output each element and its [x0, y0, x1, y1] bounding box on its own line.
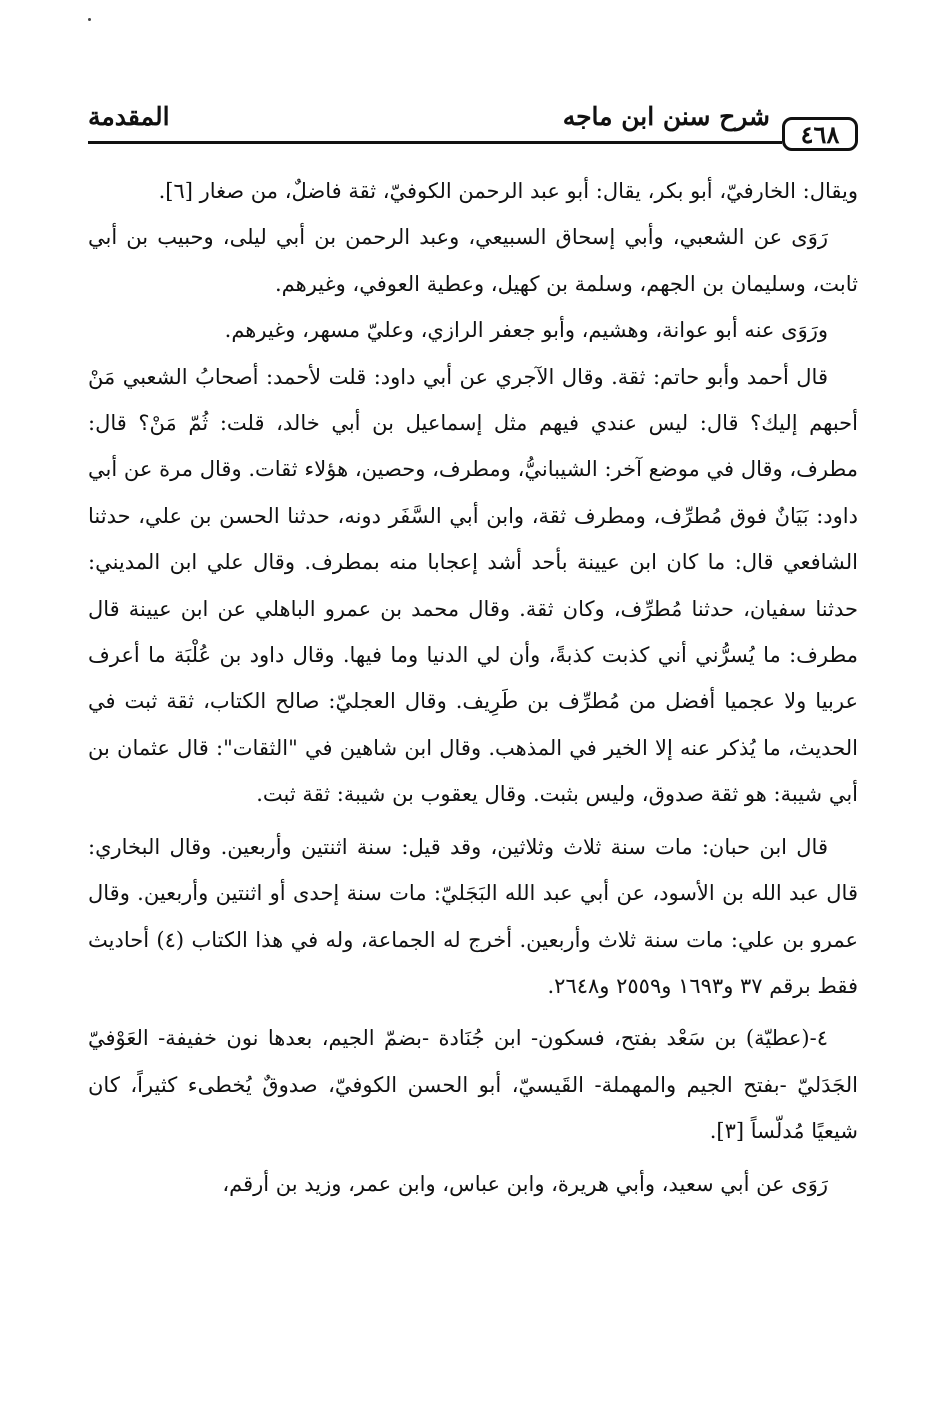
paragraph-narrator-atiyya: ٤-(عطيّة) بن سَعْد بفتح، فسكون- ابن جُنَادة -بضمّ الجيم، بعدها نون خفيفة- العَوْفيّ الجَدَليّ -بفتح الجيم والمهملة- القَيسيّ، أبو الحسن الكوفيّ، صدوقٌ يُخطىء كثيراً، كان شيعيًا مُدلّساً [٣]. — [88, 1026, 858, 1144]
page-header — [88, 95, 858, 155]
paragraph-narrated-by: ورَوَى عنه أبو عوانة، وهشيم، وأبو جعفر الرازي، وعليّ مسهر، وغيرهم. — [224, 318, 828, 343]
page-number: ٤٦٨ — [782, 117, 858, 151]
scan-speck — [88, 18, 91, 21]
main-text — [88, 168, 858, 1207]
paragraph-atiyya-narrated-from: رَوَى عن أبي سعيد، وأبي هريرة، وابن عباس، وابن عمر، وزيد بن أرقم، — [222, 1171, 828, 1196]
paragraph-death: قال ابن حبان: مات سنة ثلاث وثلاثين، وقد قيل: سنة اثنتين وأربعين. وقال البخاري: قال عبد الله بن الأسود، عن أبي عبد الله البَجَليّ: مات سنة إحدى أو اثنتين وأربعين. وقال عمرو بن علي: مات سنة ثلاث وأربعين. أخرج له الجماعة، وله في هذا الكتاب (٤) أحاديث فقط برقم ٣٧ و١٦٩٣ و٢٥٥٩ و٢٦٤٨. — [88, 834, 858, 998]
book-title: شرح سنن ابن ماجه — [562, 102, 770, 131]
section-title: المقدمة — [88, 102, 170, 131]
paragraph-narrated-from: رَوَى عن الشعبي، وأبي إسحاق السبيعي، وعبد الرحمن بن أبي ليلى، وحبيب بن أبي ثابت، وسليمان بن الجهم، وسلمة بن كهيل، وعطية العوفي، وغيرهم. — [88, 225, 858, 296]
header-rule — [88, 141, 782, 144]
paragraph-assessments: قال أحمد وأبو حاتم: ثقة. وقال الآجري عن أبي داود: قلت لأحمد: أصحابُ الشعبي مَنْ أحبهم إليك؟ قال: ليس عندي فيهم مثل إسماعيل بن أبي خالد، قلت: ثُمّ مَنْ؟ قال: مطرف، وقال في موضع آخر: الشيبانيُّ، ومطرف، وحصين، هؤلاء ثقات. وقال مرة عن أبي داود: بَيَانٌ فوق مُطرِّف، ومطرف ثقة، وابن أبي السَّفَر دونه، حدثنا الحسن بن علي، حدثنا الشافعي قال: ما كان ابن عيينة بأحد أشد إعجابا منه بمطرف. وقال علي ابن المديني: حدثنا سفيان، حدثنا مُطرِّف، وكان ثقة. وقال محمد بن عمرو الباهلي عن ابن عيينة قال مطرف: ما يُسرُّني أني كذبت كذبةً، وأن لي الدنيا وما فيها. وقال داود بن عُلْبَة ما أعرف عربيا ولا عجميا أفضل من مُطرِّف بن طَرِيف. وقال العجليّ: صالح الكتاب، ثقة ثبت في الحديث، ما يُذكر عنه إلا الخير في المذهب. وقال ابن شاهين في "الثقات": قال عثمان بن أبي شيبة: هو ثقة صدوق، وليس بثبت. وقال يعقوب بن شيبة: ثقة ثبت. — [88, 364, 858, 807]
paragraph-continuation: ويقال: الخارفيّ، أبو بكر، يقال: أبو عبد الرحمن الكوفيّ، ثقة فاضلٌ، من صغار [٦]. — [158, 179, 858, 203]
